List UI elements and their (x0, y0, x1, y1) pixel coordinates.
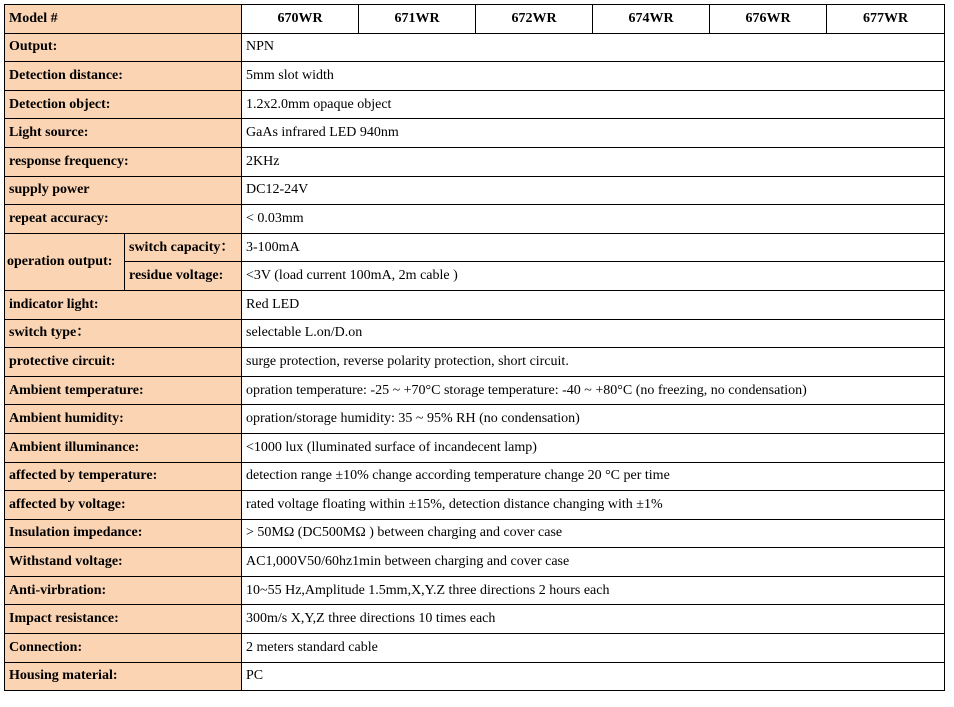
header-row (5, 5, 945, 34)
row-value: Red LED (242, 290, 945, 319)
model-671wr: 671WR (359, 5, 476, 34)
model-677wr: 677WR (827, 5, 945, 34)
row-label: response frequency: (5, 147, 242, 176)
row-label: Ambient temperature: (5, 376, 242, 405)
row-value: NPN (242, 33, 945, 62)
row-value: GaAs infrared LED 940nm (242, 119, 945, 148)
row-label: Detection distance: (5, 62, 242, 91)
row-label: Ambient humidity: (5, 405, 242, 434)
row-label: Ambient illuminance: (5, 433, 242, 462)
table-row (5, 262, 945, 291)
table-row (5, 634, 945, 663)
row-label: protective circuit: (5, 348, 242, 377)
table-row (5, 62, 945, 91)
row-value: <1000 lux (lluminated surface of incandecent lamp) (242, 433, 945, 462)
row-value: 1.2x2.0mm opaque object (242, 90, 945, 119)
table-row (5, 491, 945, 520)
table-row (5, 662, 945, 691)
row-label: Anti-virbration: (5, 576, 242, 605)
row-value: 2KHz (242, 147, 945, 176)
row-label: Detection object: (5, 90, 242, 119)
model-670wr: 670WR (242, 5, 359, 34)
row-value: 10~55 Hz,Amplitude 1.5mm,X,Y.Z three directions 2 hours each (242, 576, 945, 605)
table-row (5, 605, 945, 634)
table-row (5, 405, 945, 434)
row-value: AC1,000V50/60hz1min between charging and cover case (242, 548, 945, 577)
row-value: 300m/s X,Y,Z three directions 10 times each (242, 605, 945, 634)
model-label: Model # (5, 5, 242, 34)
row-value: 5mm slot width (242, 62, 945, 91)
table-row (5, 519, 945, 548)
row-value: surge protection, reverse polarity protection, short circuit. (242, 348, 945, 377)
row-label: affected by voltage: (5, 491, 242, 520)
row-value: opration temperature: -25 ~ +70°C storage temperature: -40 ~ +80°C (no freezing, no condensation) (242, 376, 945, 405)
row-value: rated voltage floating within ±15%, detection distance changing with ±1% (242, 491, 945, 520)
model-674wr: 674WR (593, 5, 710, 34)
row-label: repeat accuracy: (5, 205, 242, 234)
row-label: Withstand voltage: (5, 548, 242, 577)
table-row (5, 433, 945, 462)
row-label: Insulation impedance: (5, 519, 242, 548)
residue-voltage-label: residue voltage: (125, 262, 242, 291)
table-row (5, 376, 945, 405)
row-label: switch type： (5, 319, 242, 348)
row-value: > 50MΩ (DC500MΩ ) between charging and cover case (242, 519, 945, 548)
row-label: affected by temperature: (5, 462, 242, 491)
row-label: Housing material: (5, 662, 242, 691)
table-row (5, 548, 945, 577)
row-value: selectable L.on/D.on (242, 319, 945, 348)
table-row (5, 147, 945, 176)
row-label: Connection: (5, 634, 242, 663)
row-label: supply power (5, 176, 242, 205)
table-row (5, 290, 945, 319)
spec-table (4, 4, 945, 691)
row-value: detection range ±10% change according temperature change 20 °C per time (242, 462, 945, 491)
table-row (5, 90, 945, 119)
table-row (5, 205, 945, 234)
row-value: opration/storage humidity: 35 ~ 95% RH (no condensation) (242, 405, 945, 434)
switch-capacity-label: switch capacity： (125, 233, 242, 262)
residue-voltage-value: <3V (load current 100mA, 2m cable ) (242, 262, 945, 291)
table-row (5, 462, 945, 491)
switch-capacity-value: 3-100mA (242, 233, 945, 262)
row-value: PC (242, 662, 945, 691)
table-row (5, 576, 945, 605)
row-value: < 0.03mm (242, 205, 945, 234)
table-row (5, 233, 945, 262)
table-row (5, 119, 945, 148)
model-672wr: 672WR (476, 5, 593, 34)
row-value: DC12-24V (242, 176, 945, 205)
table-row (5, 348, 945, 377)
model-676wr: 676WR (710, 5, 827, 34)
row-label: indicator light: (5, 290, 242, 319)
row-value: 2 meters standard cable (242, 634, 945, 663)
operation-output-label: operation output: (5, 233, 125, 290)
row-label: Light source: (5, 119, 242, 148)
row-label: Output: (5, 33, 242, 62)
table-row (5, 33, 945, 62)
row-label: Impact resistance: (5, 605, 242, 634)
table-row (5, 319, 945, 348)
table-row (5, 176, 945, 205)
